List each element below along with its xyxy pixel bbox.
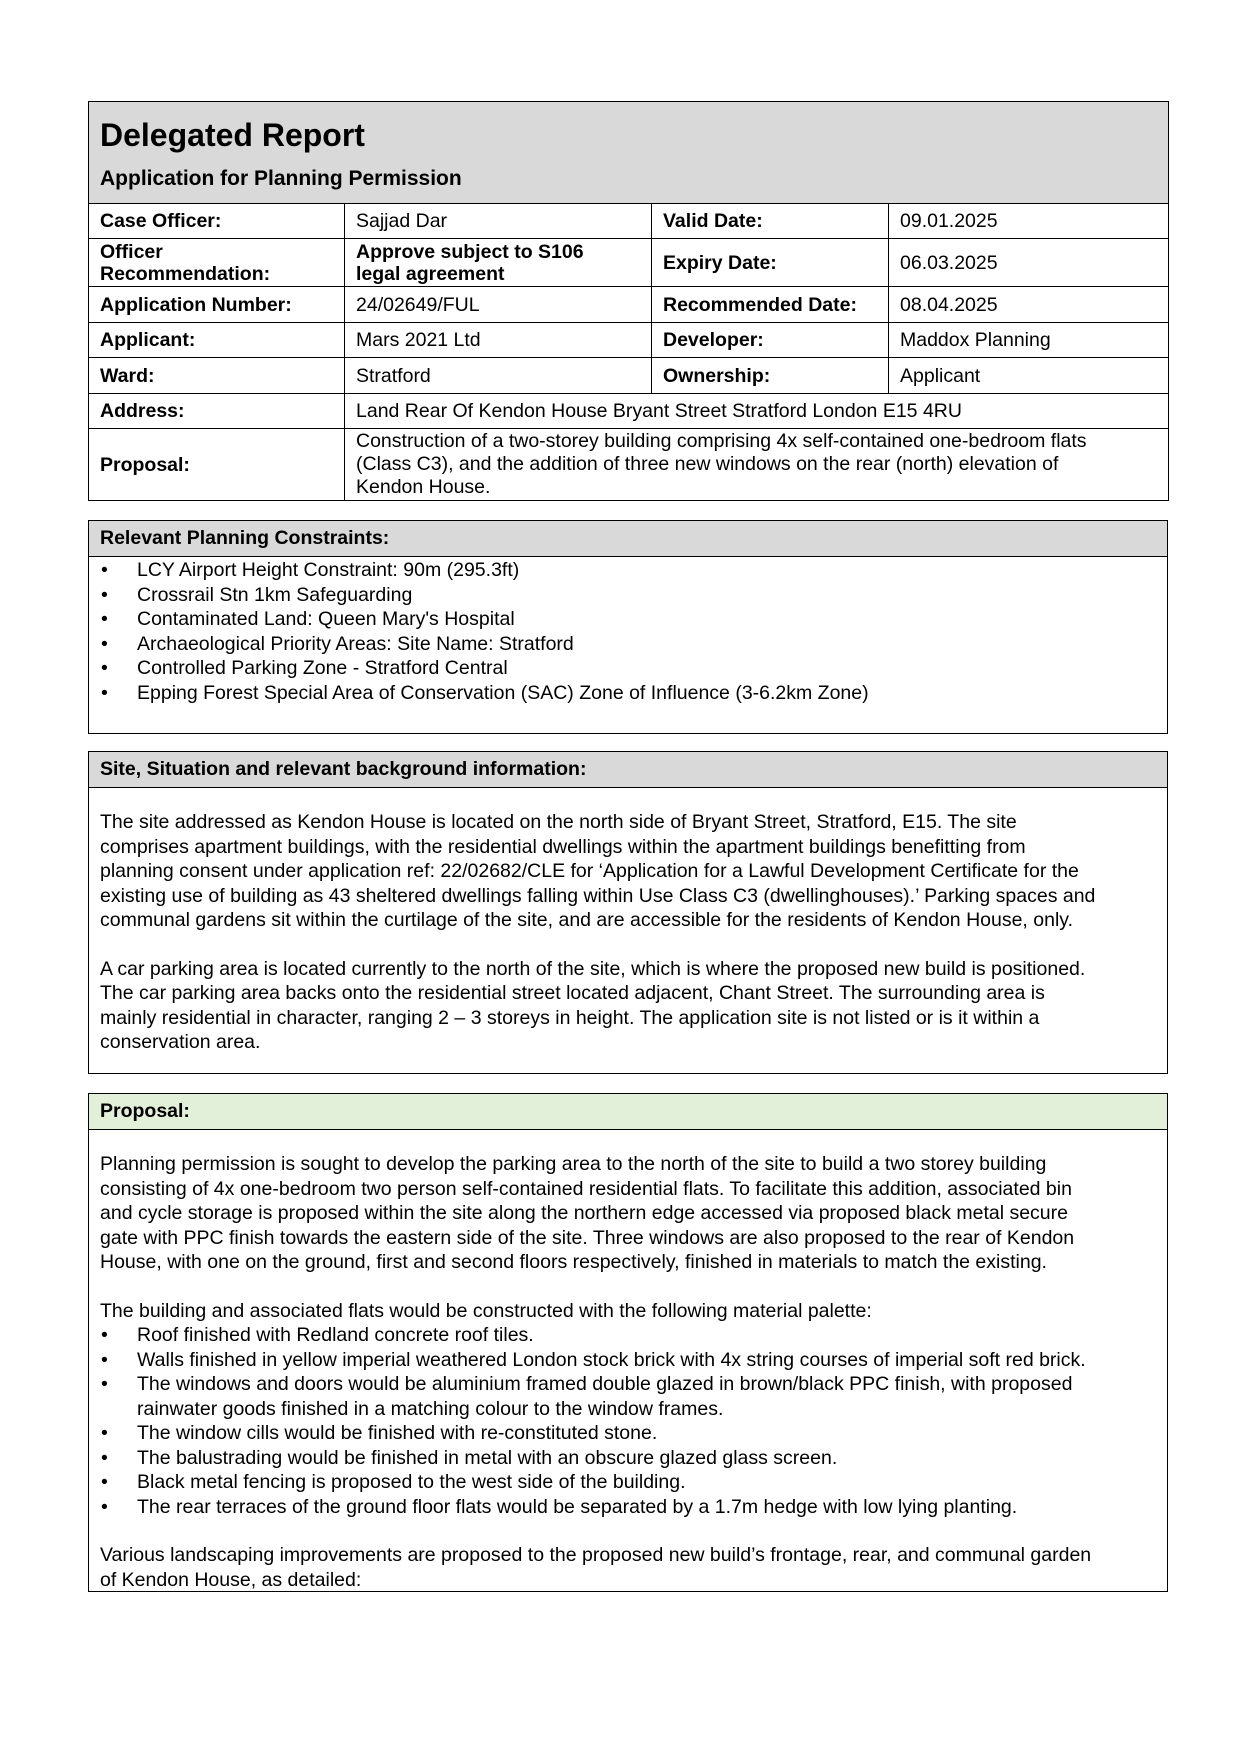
site-section (88, 751, 1168, 1074)
officer-recommendation-value (345, 239, 652, 287)
list-item: • LCY Airport Height Constraint: 90m (295.3ft) (101, 559, 520, 581)
bullet-icon: • (101, 1446, 108, 1469)
materials-list (100, 1323, 1153, 1519)
bullet-icon: • (101, 1422, 108, 1444)
bullet-icon: • (101, 681, 108, 704)
recommendation-label-line-2: Recommendation: (100, 262, 271, 285)
proposal-line: Construction of a two-storey building comprising 4x self-contained one-bedroom flats (356, 430, 1087, 452)
ward-value: Stratford (345, 358, 652, 394)
list-item: • Walls finished in yellow imperial weathered London stock brick with 4x string courses of imperial soft red brick. (101, 1348, 1086, 1371)
bullet-icon: • (101, 559, 108, 581)
bullet-icon: • (101, 583, 108, 606)
developer-label: Developer: (652, 323, 889, 358)
report-subtitle: Application for Planning Permission (100, 166, 462, 190)
proposal-heading: Proposal: (89, 1094, 1167, 1130)
bullet-icon: • (101, 1324, 108, 1346)
application-number-label: Application Number: (89, 287, 345, 323)
list-item: • Black metal fencing is proposed to the west side of the building. (101, 1471, 686, 1493)
case-officer-value: Sajjad Dar (345, 204, 652, 239)
list-item: • Roof finished with Redland concrete roof tiles. (101, 1324, 534, 1346)
bullet-icon: • (101, 1373, 108, 1395)
list-item: • Controlled Parking Zone - Stratford Central (101, 657, 508, 679)
constraints-list (100, 558, 1153, 705)
address-value: Land Rear Of Kendon House Bryant Street Stratford London E15 4RU (345, 394, 1169, 429)
bullet-icon: • (101, 608, 108, 630)
application-details-table (88, 101, 1169, 501)
bullet-icon: • (101, 657, 108, 679)
list-item: • Contaminated Land: Queen Mary's Hospital (101, 608, 515, 630)
valid-date-value: 09.01.2025 (889, 204, 1169, 239)
proposal-paragraph-1: Planning permission is sought to develop the parking area to the north of the site to build a two storey building consisting of 4x one-bedroom two person self-contained residential flats. To facilitate this addition, associated bin and cycle storage is proposed within the site along the northern edge accessed via proposed black metal secure gate with PPC finish towards the eastern side of the site. Three windows are also proposed to the rear of Kendon House, with one on the ground, first and second floors respectively, finished in materials to match the existing. (100, 1153, 1075, 1273)
application-number-value: 24/02649/FUL (345, 287, 652, 323)
list-item: • Archaeological Priority Areas: Site Name: Stratford (101, 632, 574, 655)
proposal-section (88, 1093, 1168, 1592)
bullet-icon: • (101, 632, 108, 655)
applicant-value: Mars 2021 Ltd (345, 323, 652, 358)
constraints-heading: Relevant Planning Constraints: (89, 521, 1167, 557)
materials-intro: The building and associated flats would be constructed with the following material palette: (100, 1299, 872, 1322)
case-officer-label: Case Officer: (89, 204, 345, 239)
proposal-line: (Class C3), and the addition of three new windows on the rear (north) elevation of (356, 453, 1059, 475)
proposal-paragraph-3: Various landscaping improvements are proposed to the proposed new build’s frontage, rear, and communal garden of Kendon House, as detailed: (100, 1544, 1092, 1591)
recommendation-line-1: Approve subject to S106 (356, 240, 584, 263)
recommendation-line-2: legal agreement (356, 262, 505, 285)
proposal-label: Proposal: (89, 429, 345, 501)
bullet-icon: • (101, 1495, 108, 1518)
constraints-section (88, 520, 1168, 734)
recommended-date-label: Recommended Date: (652, 287, 889, 323)
recommendation-label-line-1: Officer (100, 240, 163, 263)
list-item: • The windows and doors would be aluminium framed double glazed in brown/black PPC finish, with proposed rainwater goods finished in a matching colour to the window frames. (101, 1373, 1073, 1420)
list-item: • The window cills would be finished with re-constituted stone. (101, 1422, 658, 1444)
list-item: • The rear terraces of the ground floor flats would be separated by a 1.7m hedge with low lying planting. (101, 1495, 1018, 1518)
officer-recommendation-label (89, 239, 345, 287)
developer-value: Maddox Planning (889, 323, 1169, 358)
proposal-value (345, 429, 1169, 501)
report-title: Delegated Report (100, 116, 365, 153)
list-item: • Epping Forest Special Area of Conservation (SAC) Zone of Influence (3-6.2km Zone) (101, 681, 869, 704)
site-heading: Site, Situation and relevant background information: (89, 752, 1167, 788)
ward-label: Ward: (89, 358, 345, 394)
report-header (89, 102, 1169, 204)
ownership-label: Ownership: (652, 358, 889, 394)
bullet-icon: • (101, 1348, 108, 1371)
expiry-date-value: 06.03.2025 (889, 239, 1169, 287)
site-paragraph-2: A car parking area is located currently to the north of the site, which is where the proposed new build is positioned. The car parking area backs onto the residential street located adjacent, Chant Street. The surrounding area is mainly residential in character, ranging 2 – 3 storeys in height. The application site is not listed or is it within a conservation area. (100, 957, 1086, 1053)
list-item: • Crossrail Stn 1km Safeguarding (101, 583, 413, 606)
ownership-value: Applicant (889, 358, 1169, 394)
list-item: • The balustrading would be finished in metal with an obscure glazed glass screen. (101, 1446, 838, 1469)
recommended-date-value: 08.04.2025 (889, 287, 1169, 323)
applicant-label: Applicant: (89, 323, 345, 358)
site-paragraph-1: The site addressed as Kendon House is located on the north side of Bryant Street, Stratford, E15. The site comprises apartment buildings, with the residential dwellings within the apartment buildings benefitting from planning consent under application ref: 22/02682/CLE for ‘Application for a Lawful Development Certificate for the existing use of building as 43 sheltered dwellings falling within Use Class C3 (dwellinghouses).’ Parking spaces and communal gardens sit within the curtilage of the site, and are accessible for the residents of Kendon House, only. (100, 811, 1096, 931)
proposal-line: Kendon House. (356, 476, 491, 498)
address-label: Address: (89, 394, 345, 429)
bullet-icon: • (101, 1471, 108, 1493)
valid-date-label: Valid Date: (652, 204, 889, 239)
expiry-date-label: Expiry Date: (652, 239, 889, 287)
report-page (88, 101, 1168, 1592)
